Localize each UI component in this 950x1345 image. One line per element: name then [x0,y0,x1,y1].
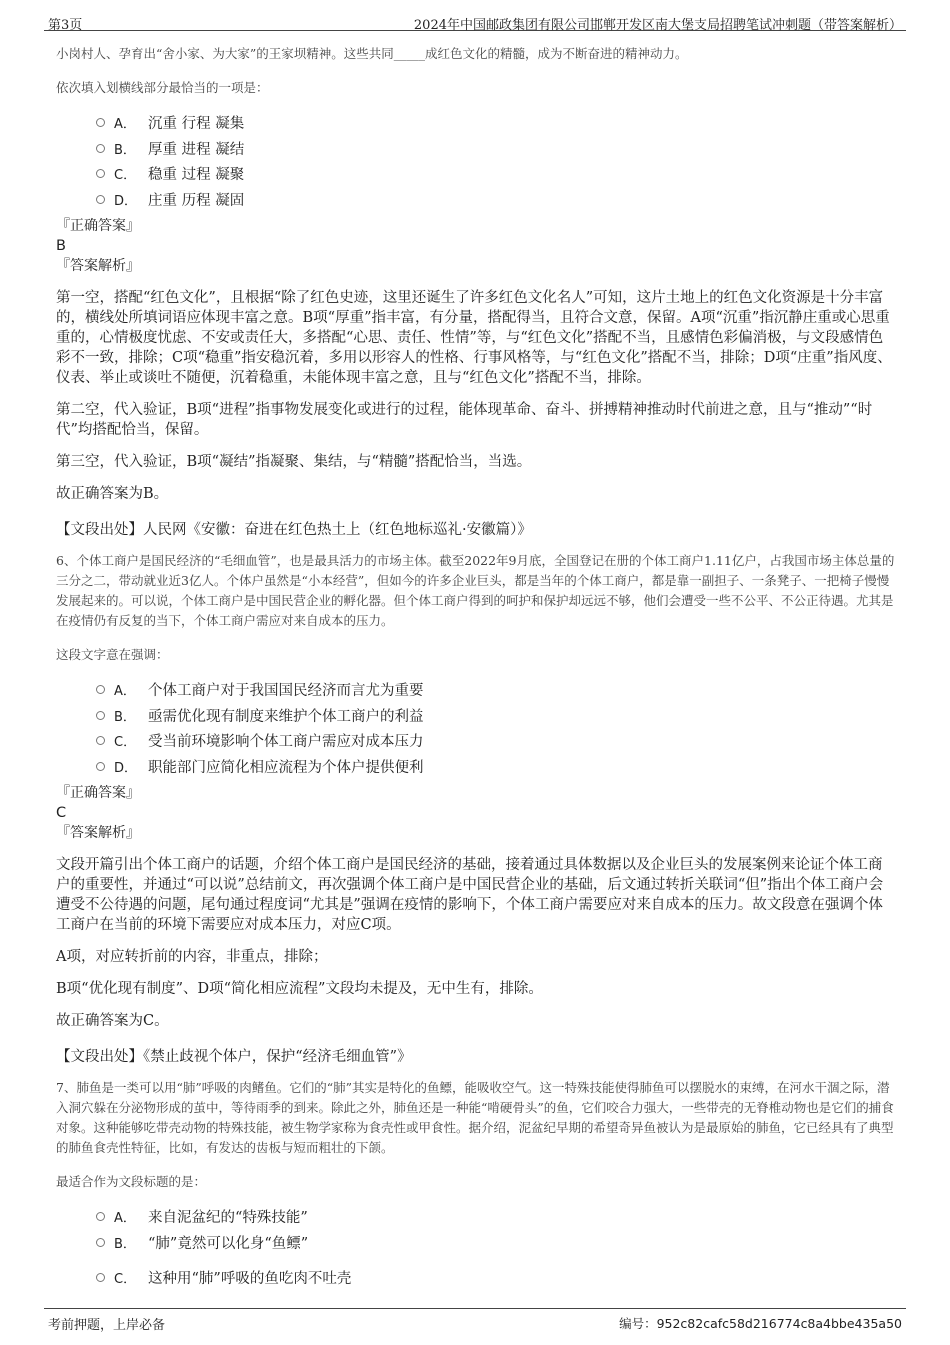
q6-answer-label: 『正确答案』 [56,785,140,801]
radio-icon[interactable] [96,169,105,178]
q5-options [56,110,896,212]
q5-source: 【文段出处】人民网《安徽：奋进在红色热土上（红色地标巡礼·安徽篇）》 [56,522,532,538]
q5-stem-tail: 小岗村人、孕育出“舍小家、为大家”的王家坝精神。这些共同_____成红色文化的精髓，成为不断奋进的精神动力。 [56,46,688,61]
radio-icon[interactable] [96,1212,105,1221]
q5-analysis-2: 第二空，代入验证，B项“进程”指事物发展变化或进行的过程，能体现革命、奋斗、拼搏精神推动时代前进之意，且与“推动”“时代”均搭配恰当，保留。 [56,402,873,438]
q5-analysis-4: 故正确答案为B。 [56,486,169,502]
page-header [44,8,906,31]
q5-answer-label: 『正确答案』 [56,218,140,234]
q7-option-a[interactable]: A． 来自泥盆纪的“特殊技能” [96,1204,896,1230]
q6-source: 【文段出处】《禁止歧视个体户，保护“经济毛细血管”》 [56,1049,412,1065]
document-title: 2024年中国邮政集团有限公司邯郸开发区南大堡支局招聘笔试冲刺题（带答案解析） [413,18,902,33]
radio-icon[interactable] [96,736,105,745]
q6-answer: C [56,805,67,821]
page-content [56,44,896,1291]
page-footer [44,1308,906,1331]
footer-slogan: 考前押题，上岸必备 [48,1318,166,1333]
q6-option-d[interactable]: D． 职能部门应简化相应流程为个体户提供便利 [96,754,896,780]
page-number: 第3页 [48,18,83,33]
q6-analysis-label: 『答案解析』 [56,825,140,841]
q7-options [56,1204,896,1291]
q6-option-b[interactable]: B． 亟需优化现有制度来维护个体工商户的利益 [96,703,896,729]
q6-prompt: 这段文字意在强调： [56,647,169,662]
q6-option-a[interactable]: A． 个体工商户对于我国国民经济而言尤为重要 [96,677,896,703]
q5-answer: B [56,238,66,254]
q6-analysis-2: A项，对应转折前的内容，非重点，排除； [56,949,328,965]
q5-analysis-1: 第一空，搭配“红色文化”，且根据“除了红色史迹，这里还诞生了许多红色文化名人”可知，这片土地上的红色文化资源是十分丰富的，横线处所填词语应体现丰富之意。B项“厚重”指丰富，有分量，搭配得当，且符合文意，保留。A项“沉重”指沉静庄重或心思重重的，心情极度忧虑、不安或责任大，多搭配“心思、责任、性情”等，与“红色文化”搭配不当，且感情色彩偏消极，与文段感情色彩不一致，排除；C项“稳重”指安稳沉着，多用以形容人的性格、行事风格等，与“红色文化”搭配不当，排除；D项“庄重”指风度、仪表、举止或谈吐不随便，沉着稳重，未能体现丰富之意，且与“红色文化”搭配不当，排除。 [56,290,892,386]
q6-analysis-4: 故正确答案为C。 [56,1013,169,1029]
q6-analysis-3: B项“优化现有制度”、D项“简化相应流程”文段均未提及，无中生有，排除。 [56,981,543,997]
q5-analysis-3: 第三空，代入验证，B项“凝结”指凝聚、集结，与“精髓”搭配恰当，当选。 [56,454,532,470]
document-serial: 编号：952c82cafc58d216774c8a4bbe435a50 [619,1316,902,1331]
q5-prompt: 依次填入划横线部分最恰当的一项是： [56,80,269,95]
q7-option-b[interactable]: B． “肺”竟然可以化身“鱼鳔” [96,1230,896,1256]
radio-icon[interactable] [96,762,105,771]
q6-analysis-1: 文段开篇引出个体工商户的话题，介绍个体工商户是国民经济的基础，接着通过具体数据以及企业巨头的发展案例来论证个体工商户的重要性，并通过“可以说”总结前文，再次强调个体工商户是中国民营企业的基础，后文通过转折关联词“但”指出个体工商户会遭受不公待遇的问题，尾句通过程度词“尤其是”强调在疫情的影响下，个体工商户需要应对来自成本的压力。故文段意在强调个体工商户在当前的环境下需要应对成本压力，对应C项。 [56,857,884,933]
q6-option-c[interactable]: C． 受当前环境影响个体工商户需应对成本压力 [96,728,896,754]
radio-icon[interactable] [96,144,105,153]
q7-option-c[interactable]: C． 这种用“肺”呼吸的鱼吃肉不吐壳 [96,1265,896,1291]
q5-option-c[interactable]: C． 稳重 过程 凝聚 [96,161,896,187]
q5-option-a[interactable]: A． 沉重 行程 凝集 [96,110,896,136]
radio-icon[interactable] [96,118,105,127]
q7-prompt: 最适合作为文段标题的是： [56,1174,207,1189]
q6-options [56,677,896,779]
radio-icon[interactable] [96,685,105,694]
radio-icon[interactable] [96,195,105,204]
q7-stem: 7、肺鱼是一类可以用“肺”呼吸的肉鳍鱼。它们的“肺”其实是特化的鱼鳔，能吸收空气。这一特殊技能使得肺鱼可以摆脱水的束缚，在河水干涸之际，潜入洞穴躲在分泌物形成的茧中，等待雨季的到来。除此之外，肺鱼还是一种能“啃硬骨头”的鱼，它们咬合力强大，一些带壳的无脊椎动物也是它们的捕食对象。这种能够吃带壳动物的特殊技能，被生物学家称为食壳性或甲食性。据介绍，泥盆纪早期的希望奇异鱼被认为是最原始的肺鱼，它已经具有了典型的肺鱼食壳性特征，比如，有发达的齿板与短而粗壮的下颌。 [56,1080,894,1155]
q5-option-b[interactable]: B． 厚重 进程 凝结 [96,136,896,162]
radio-icon[interactable] [96,1238,105,1247]
radio-icon[interactable] [96,711,105,720]
q5-analysis-label: 『答案解析』 [56,258,140,274]
q6-stem: 6、个体工商户是国民经济的“毛细血管”，也是最具活力的市场主体。截至2022年9月底，全国登记在册的个体工商户1.11亿户，占我国市场主体总量的三分之二，带动就业近3亿人。个体户虽然是“小本经营”，但如今的许多企业巨头，都是当年的个体工商户，都是靠一副担子、一条凳子、一把椅子慢慢发展起来的。可以说，个体工商户是中国民营企业的孵化器。但个体工商户得到的呵护和保护却远远不够，他们会遭受一些不公平、不公正待遇。尤其是在疫情仍有反复的当下，个体工商户需应对来自成本的压力。 [56,553,895,628]
radio-icon[interactable] [96,1273,105,1282]
q5-option-d[interactable]: D． 庄重 历程 凝固 [96,187,896,213]
